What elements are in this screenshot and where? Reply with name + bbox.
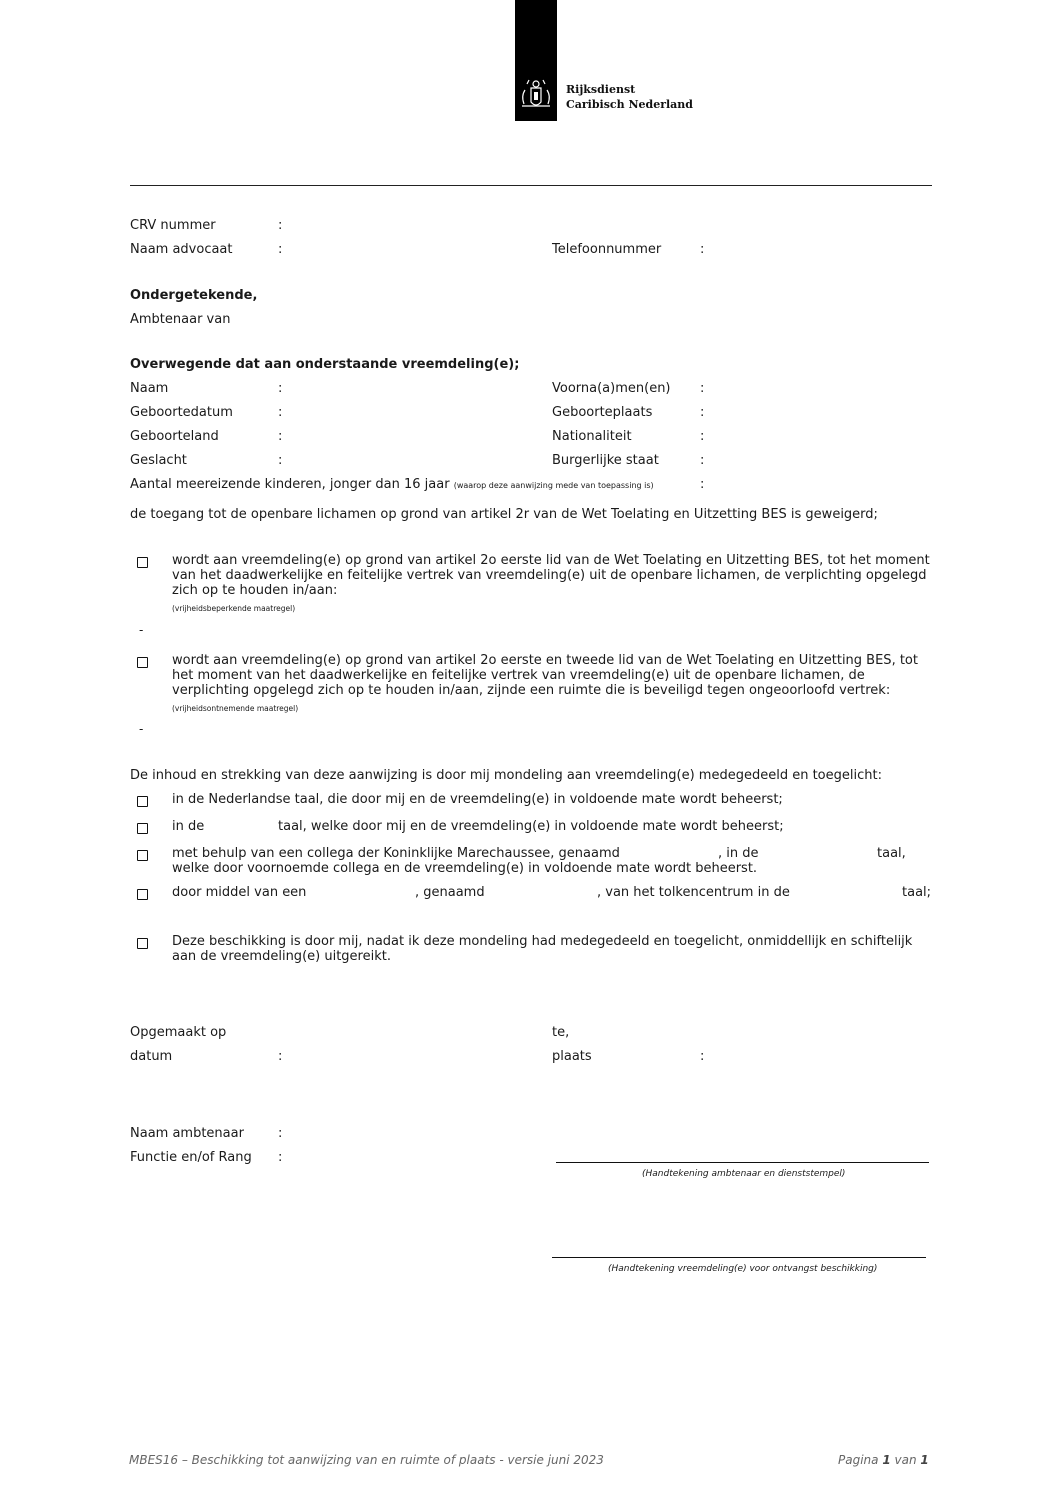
label-advocaat: Naam advocaat — [130, 242, 233, 257]
colon: : — [278, 1150, 283, 1165]
option-dutch: in de Nederlandse taal, die door mij en de vreemdeling(e) in voldoende mate wordt beheerst; — [172, 792, 783, 807]
colon: : — [700, 381, 705, 396]
checkbox-issued[interactable] — [137, 938, 148, 949]
option-other-lang-b: taal, welke door mij en de vreemdeling(e) in voldoende mate wordt beheerst; — [278, 819, 784, 834]
colon: : — [278, 1126, 283, 1141]
label-geslacht: Geslacht — [130, 453, 187, 468]
alien-heading: Overwegende dat aan onderstaande vreemdeling(e); — [130, 357, 520, 372]
colon: : — [278, 381, 283, 396]
label-burgerlijke-staat: Burgerlijke staat — [552, 453, 659, 468]
header-rule — [130, 185, 932, 186]
communication-intro: De inhoud en strekking van deze aanwijzing is door mij mondeling aan vreemdeling(e) medegedeeld en toegelicht: — [130, 768, 882, 783]
label-plaats: plaats — [552, 1049, 592, 1064]
footer-page-total: 1 — [920, 1453, 929, 1467]
colon: : — [278, 405, 283, 420]
org-name — [566, 82, 693, 112]
official-signature-caption: (Handtekening ambtenaar en dienststempel) — [642, 1169, 846, 1179]
label-crv: CRV nummer — [130, 218, 216, 233]
label-naam-ambtenaar: Naam ambtenaar — [130, 1126, 244, 1141]
checkbox-measure-2[interactable] — [137, 657, 148, 668]
colon: : — [278, 453, 283, 468]
label-geboorteland: Geboorteland — [130, 429, 219, 444]
option-kmar-a: met behulp van een collega der Koninklijke Marechaussee, genaamd — [172, 846, 620, 861]
label-geboorteplaats: Geboorteplaats — [552, 405, 653, 420]
coat-of-arms-icon — [515, 0, 557, 121]
measure-2-note: (vrijheidsontnemende maatregel) — [172, 704, 299, 713]
label-telefoon: Telefoonnummer — [552, 242, 662, 257]
org-line2: Caribisch Nederland — [566, 98, 693, 111]
label-geboortedatum: Geboortedatum — [130, 405, 233, 420]
label-kinderen — [130, 477, 654, 494]
measure-1-text: wordt aan vreemdeling(e) op grond van artikel 2o eerste lid van de Wet Toelating en Uitzetting BES, tot het moment van het daadwerkelijke en feitelijke vertrek van vreemdeling(e) uit de openbare lichamen, de verplichting opgelegd zich op te houden in/aan: — [172, 553, 930, 598]
label-opgemaakt: Opgemaakt op — [130, 1025, 227, 1040]
colon: : — [700, 429, 705, 444]
measure-1-note: (vrijheidsbeperkende maatregel) — [172, 604, 296, 613]
checkbox-marechaussee[interactable] — [137, 850, 148, 861]
colon: : — [278, 429, 283, 444]
issued-text: Deze beschikking is door mij, nadat ik deze mondeling had medegedeeld en toegelicht, onmiddellijk en schiftelijk aan de vreemdeling(e) uitgereikt. — [172, 934, 913, 964]
label-ambtenaar-van: Ambtenaar van — [130, 312, 231, 327]
measure-2-text: wordt aan vreemdeling(e) op grond van artikel 2o eerste en tweede lid van de Wet Toelating en Uitzetting BES, tot het moment van het daadwerkelijke en feitelijke vertrek van vreemdeling(e) uit de openbare lichamen, de verplichting opgelegd zich op te houden in/aan, zijnde een ruimte die is beveiligd tegen ongeoorloofd vertrek: — [172, 653, 918, 698]
footer-page-number — [838, 1453, 929, 1467]
measure-2-dash: - — [139, 722, 144, 736]
signatory-heading: Ondergetekende, — [130, 288, 258, 303]
option-kmar-c: taal, — [877, 846, 906, 861]
colon: : — [700, 453, 705, 468]
label-functie: Functie en/of Rang — [130, 1150, 252, 1165]
org-line1: Rijksdienst — [566, 83, 636, 96]
colon: : — [700, 1049, 705, 1064]
checkbox-dutch[interactable] — [137, 796, 148, 807]
colon: : — [278, 218, 283, 233]
colon: : — [700, 405, 705, 420]
checkbox-measure-1[interactable] — [137, 557, 148, 568]
label-naam: Naam — [130, 381, 169, 396]
label-nationaliteit: Nationaliteit — [552, 429, 632, 444]
footer-doc-title: MBES16 – Beschikking tot aanwijzing van en ruimte of plaats - versie juni 2023 — [129, 1453, 604, 1467]
alien-signature-line — [552, 1257, 926, 1258]
measure-1-dash: - — [139, 623, 144, 637]
label-datum: datum — [130, 1049, 173, 1064]
option-tolk-b: , genaamd — [415, 885, 485, 900]
option-kmar-b: , in de — [718, 846, 759, 861]
option-tolk-d: taal; — [902, 885, 932, 900]
footer-page-num: 1 — [882, 1453, 891, 1467]
option-tolk-c: , van het tolkencentrum in de — [597, 885, 790, 900]
logo-bar — [515, 0, 557, 121]
label-te: te, — [552, 1025, 570, 1040]
colon: : — [700, 477, 705, 492]
footer-of-word: van — [894, 1453, 917, 1467]
option-other-lang-a: in de — [172, 819, 205, 834]
colon: : — [278, 242, 283, 257]
colon: : — [700, 242, 705, 257]
kinderen-note: (waarop deze aanwijzing mede van toepassing is) — [453, 481, 654, 490]
kinderen-text: Aantal meereizende kinderen, jonger dan 16 jaar — [130, 477, 450, 492]
official-signature-line — [556, 1162, 929, 1163]
option-kmar-d: welke door voornoemde collega en de vreemdeling(e) in voldoende mate wordt beheerst. — [172, 861, 758, 876]
alien-signature-caption: (Handtekening vreemdeling(e) voor ontvangst beschikking) — [608, 1264, 878, 1274]
label-voornamen: Voorna(a)men(en) — [552, 381, 671, 396]
footer-page-word: Pagina — [838, 1453, 879, 1467]
option-tolk-a: door middel van een — [172, 885, 307, 900]
colon: : — [278, 1049, 283, 1064]
checkbox-other-language[interactable] — [137, 823, 148, 834]
checkbox-interpreter[interactable] — [137, 889, 148, 900]
refusal-text: de toegang tot de openbare lichamen op grond van artikel 2r van de Wet Toelating en Uitzetting BES is geweigerd; — [130, 507, 878, 522]
